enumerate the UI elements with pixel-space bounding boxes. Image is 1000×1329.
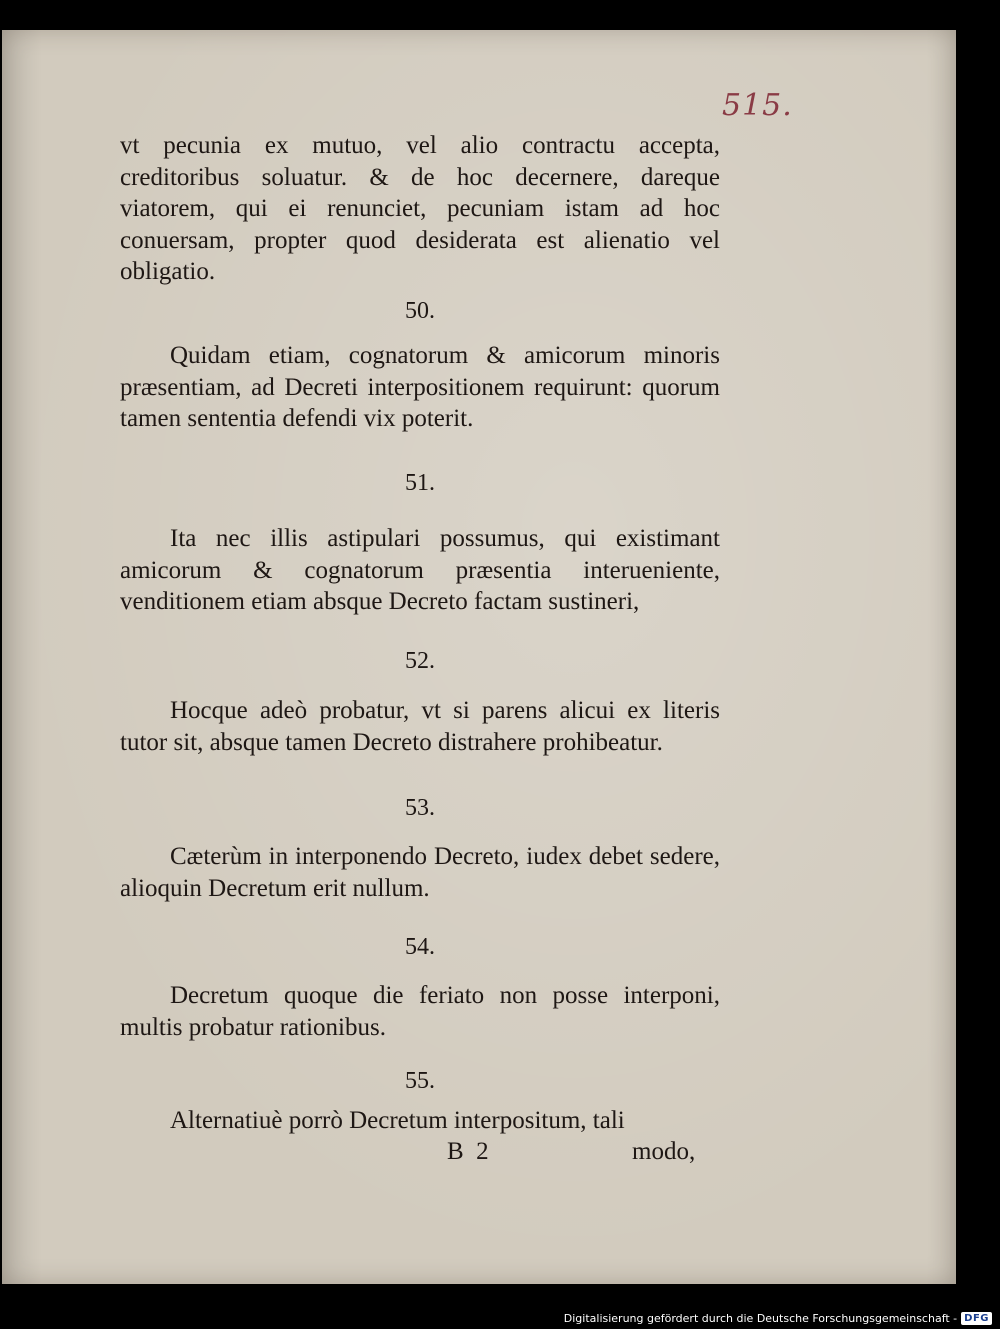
book-page xyxy=(2,30,956,1284)
paragraph-51: Ita nec illis astipulari possumus, qui existimant amicorum & cognatorum præsentia interueniente, venditionem etiam absque Decreto factam sustineri, xyxy=(120,525,720,615)
paragraph-53: Cæterùm in interponendo Decreto, iudex debet sedere, alioquin Decretum erit nullum. xyxy=(120,843,720,902)
paragraph-52: Hocque adeò probatur, vt si parens alicui ex literis tutor sit, absque tamen Decreto distrahere prohibeatur. xyxy=(120,697,720,756)
signature-mark: B 2 xyxy=(447,1138,489,1165)
section-number-55: 55. xyxy=(405,1068,435,1094)
dfg-logo-icon: DFG xyxy=(961,1312,992,1325)
section-number-50: 50. xyxy=(405,298,435,324)
section-number-53: 53. xyxy=(405,795,435,821)
paragraph-50: Quidam etiam, cognatorum & amicorum minoris præsentiam, ad Decreti interpositionem requirunt: quorum tamen sententia defendi vix poterit. xyxy=(120,342,720,432)
page-number-handwritten: 515. xyxy=(722,88,793,123)
section-number-51: 51. xyxy=(405,470,435,496)
catchword: modo, xyxy=(632,1138,696,1165)
footer-credit: Digitalisierung gefördert durch die Deutsche Forschungsgemeinschaft - xyxy=(563,1312,958,1325)
paragraph-54: Decretum quoque die feriato non posse interponi, multis probatur rationibus. xyxy=(120,982,720,1041)
paragraph-49-continuation: vt pecunia ex mutuo, vel alio contractu accepta, creditoribus soluatur. & de hoc decernere, dareque viatorem, qui ei renunciet, pecuniam istam ad hoc conuersam, propter quod desiderata est alienatio vel obligatio. xyxy=(120,132,720,285)
section-number-54: 54. xyxy=(405,934,435,960)
section-number-52: 52. xyxy=(405,648,435,674)
digitization-footer xyxy=(564,1312,992,1325)
paragraph-55: Alternatiuè porrò Decretum interpositum, tali xyxy=(170,1107,625,1134)
